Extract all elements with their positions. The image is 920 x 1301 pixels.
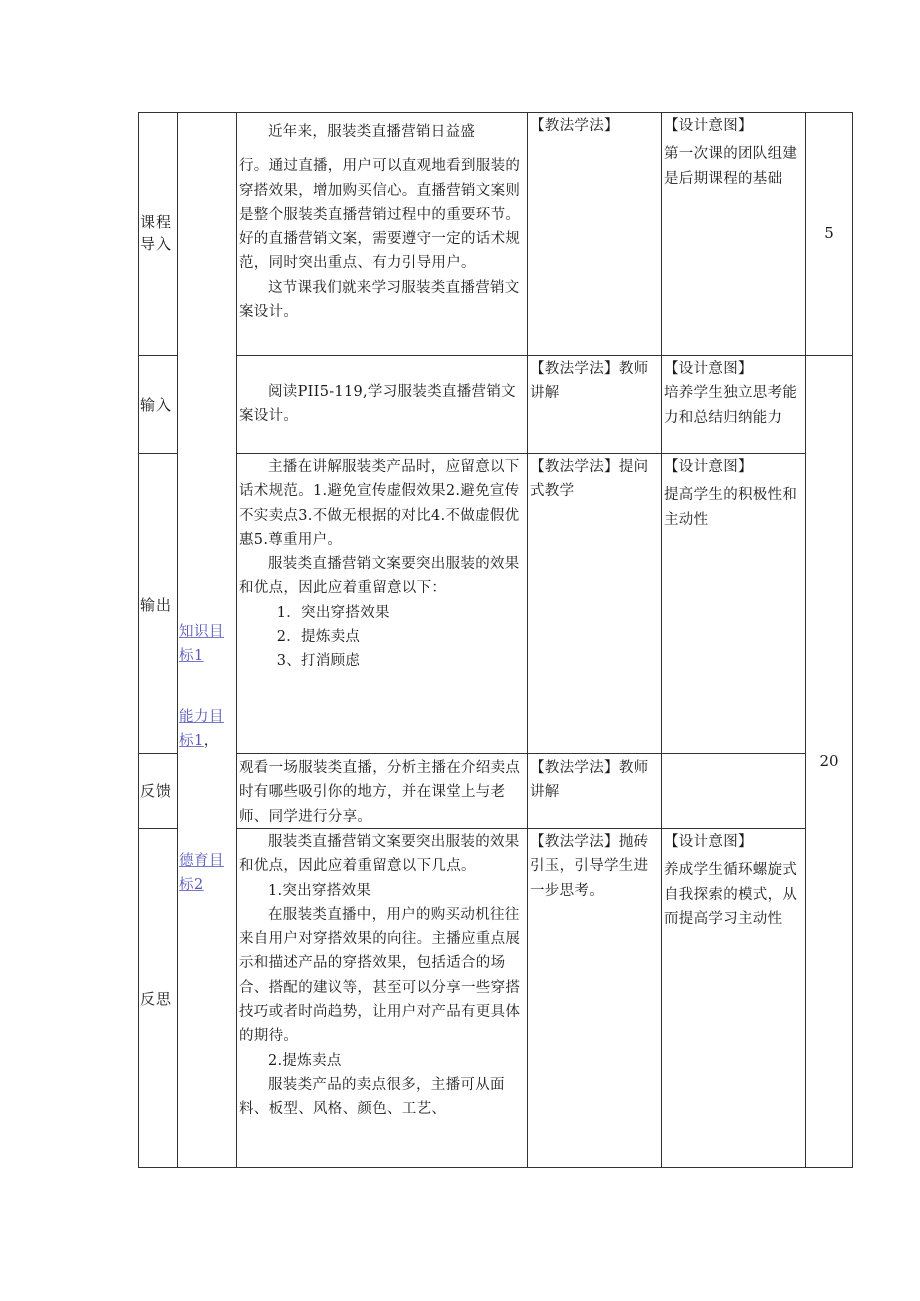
intro-method-label: 【教法学法】: [530, 118, 619, 134]
stage-output-label: 输出: [140, 596, 173, 614]
input-method-label: 【教法学法】: [530, 361, 619, 377]
stage-reflection-label: 反思: [140, 990, 173, 1008]
stage-input-label: 输入: [140, 396, 173, 414]
shared-time: 20: [819, 752, 839, 770]
intro-intent-label: 【设计意图】: [664, 118, 753, 134]
feedback-method-text: 教师讲解: [530, 760, 649, 801]
reflection-intent: [664, 830, 804, 931]
moral-objective-text[interactable]: 德育目标2: [179, 853, 224, 893]
output-point-1: 1．突出穿搭效果: [276, 604, 390, 621]
ability-objective-separator: ，: [203, 733, 219, 749]
intro-paragraph-1: 近年来，服装类直播营销日益盛: [268, 124, 476, 140]
knowledge-objective-text[interactable]: 知识目标1: [179, 624, 224, 664]
intro-paragraph-2: 行。通过直播，用户可以直观地看到服装的穿搭效果，增加购买信心。直播营销文案则是整个服装类直播营销过程中的重要环节。好的直播营销文案，需要遵守一定的话术规范，同时突出重点、有力引导用户。: [239, 158, 521, 272]
moral-objective-link[interactable]: [179, 849, 235, 897]
output-intent-label: 【设计意图】: [664, 459, 753, 475]
intro-paragraph-3: 这节课我们就来学习服装类直播营销文案设计。: [239, 279, 520, 321]
intro-intent-text: 第一次课的团队组建是后期课程的基础: [664, 146, 798, 187]
output-intent-text: 提高学生的积极性和主动性: [664, 487, 798, 528]
intro-intent: [664, 114, 804, 191]
output-paragraph-2: 服装类直播营销文案要突出服装的效果和优点，因此应着重留意以下：: [239, 556, 520, 597]
reflection-method-text: 抛砖引玉，引导学生进一步思考。: [530, 834, 649, 899]
stage-feedback-label: 反馈: [140, 782, 173, 800]
feedback-method-label: 【教法学法】: [530, 760, 619, 776]
output-intent: [664, 455, 804, 532]
reflection-content: [239, 830, 526, 1166]
intro-content: [239, 120, 526, 354]
reflection-intent-label: 【设计意图】: [664, 834, 753, 850]
reflection-paragraph-1: 服装类直播营销文案要突出服装的效果和优点，因此应着重留意以下几点。: [239, 834, 520, 875]
feedback-paragraph-1: 观看一场服装类直播，分析主播在介绍卖点时有哪些吸引你的地方，并在课堂上与老师、同学进行分享。: [239, 760, 521, 825]
reflection-paragraph-3: 服装类产品的卖点很多，主播可从面料、板型、风格、颜色、工艺、: [239, 1076, 505, 1118]
output-method-text: 提问式教学: [530, 459, 649, 500]
output-content: [239, 455, 526, 674]
input-intent-label: 【设计意图】: [664, 361, 753, 377]
input-method-text: 教师讲解: [530, 361, 649, 402]
intro-time: 5: [824, 224, 834, 242]
reflection-method-label: 【教法学法】: [530, 834, 619, 850]
intro-method: [530, 114, 660, 138]
input-method: [530, 357, 660, 406]
input-content: [239, 380, 526, 429]
input-intent-text: 培养学生独立思考能力和总结归纳能力: [664, 385, 798, 426]
reflection-point-2: 2.提炼卖点: [268, 1052, 342, 1069]
output-point-3: 3、打消顾虑: [276, 653, 361, 670]
output-paragraph-1: 主播在讲解服装类产品时，应留意以下话术规范。1.避免宣传虚假效果2.避免宣传不实卖点3.不做无根据的对比4.不做虚假优惠5.尊重用户。: [239, 459, 520, 548]
ability-objective-text[interactable]: 能力目标1: [179, 709, 224, 749]
feedback-method: [530, 756, 660, 805]
stage-intro-label: 课程导入: [140, 213, 173, 253]
reflection-paragraph-2: 在服装类直播中，用户的购买动机往往来自用户对穿搭效果的向往。主播应重点展示和描述产品的穿搭效果，包括适合的场合、搭配的建议等，甚至可以分享一些穿搭技巧或者时尚趋势，让用户对产品有更具体的期待。: [239, 906, 521, 1045]
input-paragraph-1: 阅读PII5-119,学习服装类直播营销文案设计。: [239, 384, 516, 425]
reflection-intent-text: 养成学生循环螺旋式自我探索的模式，从而提高学习主动性: [664, 862, 798, 927]
ability-objective-link[interactable]: [179, 705, 235, 753]
knowledge-objective-link[interactable]: [179, 620, 235, 668]
input-intent: [664, 357, 804, 430]
reflection-point-1: 1.突出穿搭效果: [268, 882, 372, 899]
reflection-method: [530, 830, 660, 903]
output-point-2: 2．提炼卖点: [276, 629, 361, 646]
output-method-label: 【教法学法】: [530, 459, 619, 475]
output-method: [530, 455, 660, 504]
feedback-content: [239, 756, 526, 829]
